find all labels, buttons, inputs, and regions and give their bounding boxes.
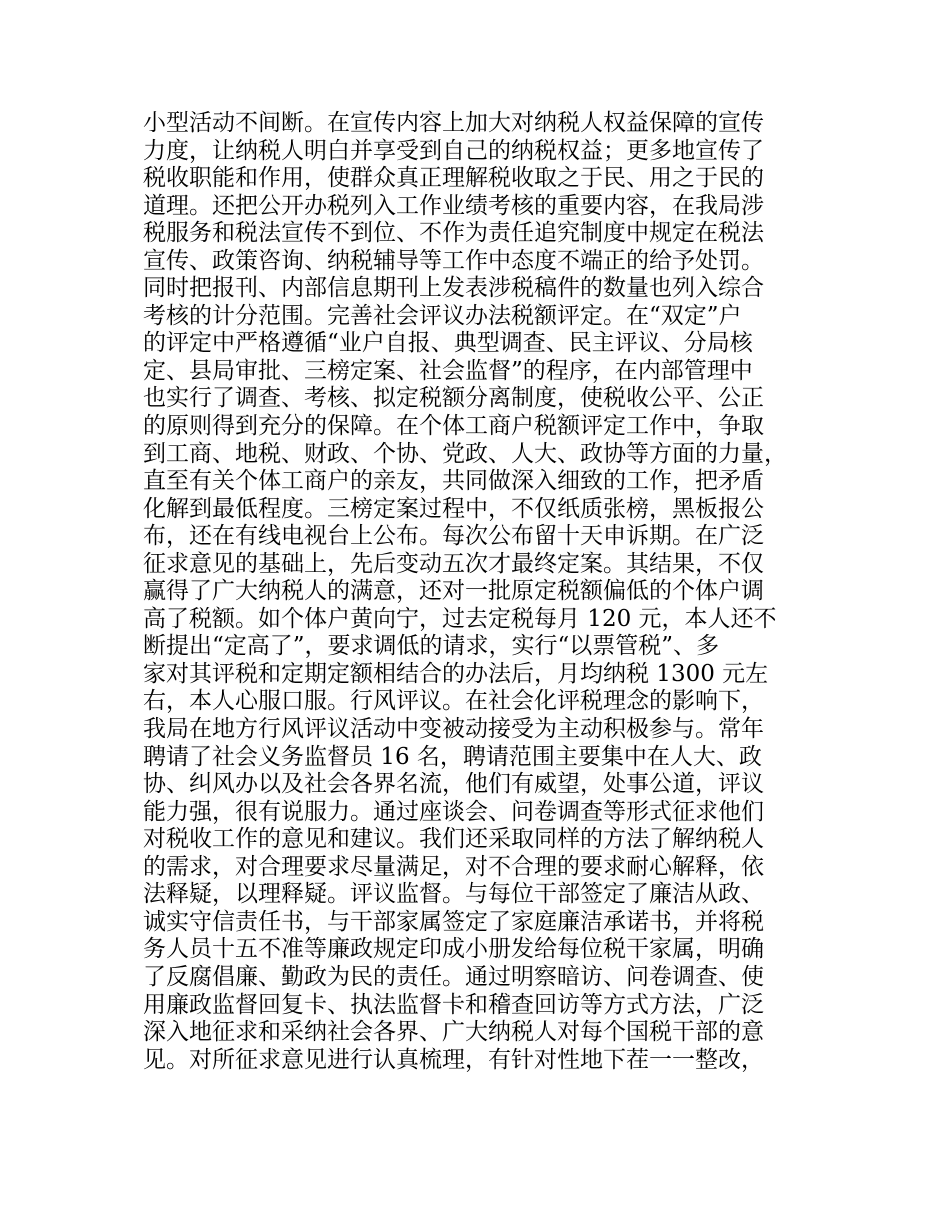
text-line: 务人员十五不准等廉政规定印成小册发给每位税干家属，明确 bbox=[143, 936, 764, 963]
text-line: 力度，让纳税人明白并享受到自己的纳税权益；更多地宣传了 bbox=[143, 137, 764, 164]
text-line: 税服务和税法宣传不到位、不作为责任追究制度中规定在税法 bbox=[143, 220, 764, 247]
text-line: 税收职能和作用，使群众真正理解税收取之于民、用之于民的 bbox=[143, 165, 764, 192]
text-line: 用廉政监督回复卡、执法监督卡和稽查回访等方式方法，广泛 bbox=[143, 991, 764, 1018]
text-line: 对税收工作的意见和建议。我们还采取同样的方法了解纳税人 bbox=[143, 826, 764, 853]
text-line: 布，还在有线电视台上公布。每次公布留十天申诉期。在广泛 bbox=[143, 523, 764, 550]
text-line: 右，本人心服口服。行风评议。在社会化评税理念的影响下， bbox=[143, 688, 764, 715]
text-line: 小型活动不间断。在宣传内容上加大对纳税人权益保障的宣传 bbox=[143, 110, 764, 136]
text-line: 深入地征求和采纳社会各界、广大纳税人对每个国税干部的意 bbox=[143, 1019, 764, 1046]
text-line: 征求意见的基础上，先后变动五次才最终定案。其结果，不仅 bbox=[143, 550, 764, 577]
text-line: 高了税额。如个体户黄向宁，过去定税每月 120 元，本人还不 bbox=[143, 605, 777, 632]
text-line: 了反腐倡廉、勤政为民的责任。通过明察暗访、问卷调查、使 bbox=[143, 963, 764, 990]
text-line: 到工商、地税、财政、个协、党政、人大、政协等方面的力量， bbox=[143, 440, 787, 467]
text-line: 同时把报刊、内部信息期刊上发表涉税稿件的数量也列入综合 bbox=[143, 275, 764, 302]
text-line: 直至有关个体工商户的亲友，共同做深入细致的工作，把矛盾 bbox=[143, 468, 764, 495]
text-line: 能力强，很有说服力。通过座谈会、问卷调查等形式征求他们 bbox=[143, 798, 764, 825]
text-line: 也实行了调查、考核、拟定税额分离制度，使税收公平、公正 bbox=[143, 385, 764, 412]
text-line: 化解到最低程度。三榜定案过程中，不仅纸质张榜，黑板报公 bbox=[143, 495, 764, 522]
text-line: 道理。还把公开办税列入工作业绩考核的重要内容，在我局涉 bbox=[143, 192, 764, 219]
text-line: 见。对所征求意见进行认真梳理，有针对性地下茬一一整改， bbox=[143, 1046, 764, 1073]
text-line: 定、县局审批、三榜定案、社会监督”的程序，在内部管理中 bbox=[143, 357, 753, 384]
text-line: 的评定中严格遵循“业户自报、典型调查、民主评议、分局核 bbox=[143, 330, 753, 357]
text-line: 的需求，对合理要求尽量满足，对不合理的要求耐心解释，依 bbox=[143, 853, 764, 880]
text-line: 协、纠风办以及社会各界名流，他们有威望，处事公道，评议 bbox=[143, 771, 764, 798]
text-line: 宣传、政策咨询、纳税辅导等工作中态度不端正的给予处罚。 bbox=[143, 247, 764, 274]
text-line: 家对其评税和定期定额相结合的办法后，月均纳税 1300 元左 bbox=[143, 660, 769, 687]
text-line: 我局在地方行风评议活动中变被动接受为主动积极参与。常年 bbox=[143, 716, 764, 743]
text-line: 法释疑，以理释疑。评议监督。与每位干部签定了廉洁从政、 bbox=[143, 881, 764, 908]
text-line: 的原则得到充分的保障。在个体工商户税额评定工作中，争取 bbox=[143, 413, 764, 440]
text-line: 诚实守信责任书，与干部家属签定了家庭廉洁承诺书，并将税 bbox=[143, 908, 764, 935]
text-line: 赢得了广大纳税人的满意，还对一批原定税额偏低的个体户调 bbox=[143, 578, 764, 605]
body-text bbox=[143, 110, 843, 1074]
text-line: 考核的计分范围。完善社会评议办法税额评定。在“双定”户 bbox=[143, 302, 742, 329]
text-line: 聘请了社会义务监督员 16 名，聘请范围主要集中在人大、政 bbox=[143, 743, 762, 770]
text-line: 断提出“定高了”，要求调低的请求，实行“以票管税”、多 bbox=[143, 633, 720, 660]
